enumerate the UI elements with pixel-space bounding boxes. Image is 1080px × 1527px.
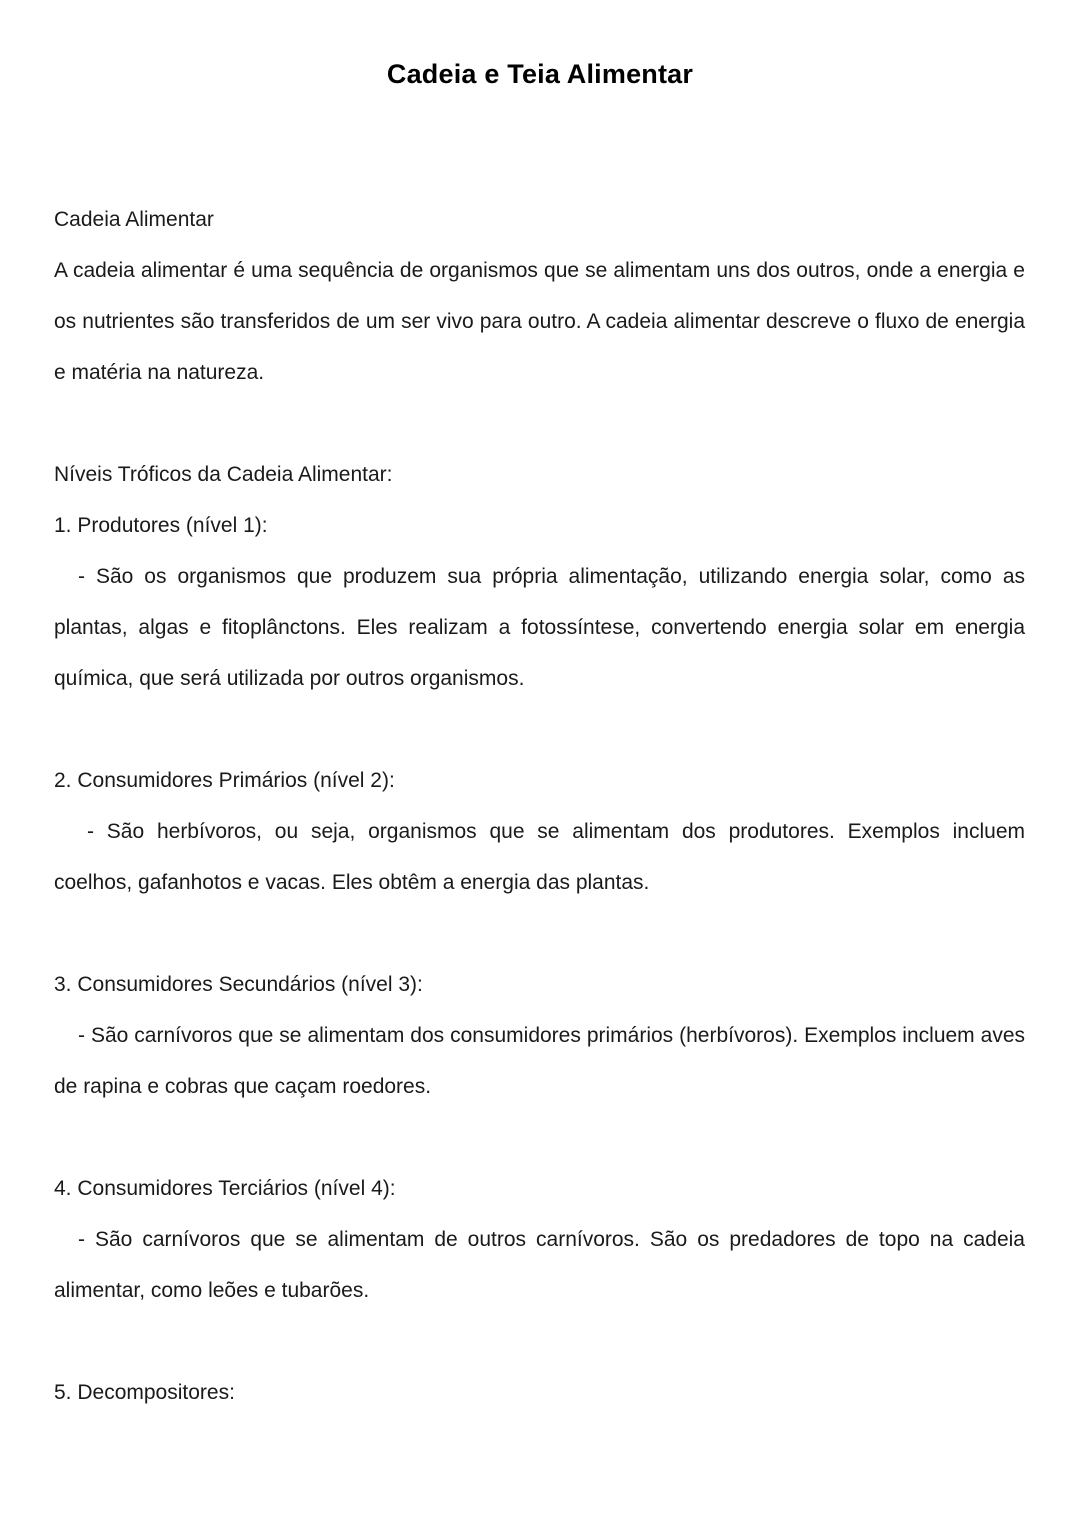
level-2-heading: 2. Consumidores Primários (nível 2): — [54, 769, 395, 792]
paragraph-intro: A cadeia alimentar é uma sequência de organismos que se alimentam uns dos outros, onde a energia e os nutrientes são transferidos de um ser vivo para outro. A cadeia alimentar descreve o fluxo de energia e matéria na natureza. — [54, 259, 1025, 384]
section-heading-niveis-troficos: Níveis Tróficos da Cadeia Alimentar: — [54, 463, 393, 486]
level-3-body: - São carnívoros que se alimentam dos consumidores primários (herbívoros). Exemplos incluem aves de rapina e cobras que caçam roedores. — [54, 1024, 1025, 1098]
paragraph-gap — [54, 908, 1025, 959]
document-body — [54, 194, 1025, 1418]
paragraph-gap — [54, 1316, 1025, 1367]
section-heading-cadeia-alimentar: Cadeia Alimentar — [54, 208, 214, 231]
level-3-heading: 3. Consumidores Secundários (nível 3): — [54, 973, 423, 996]
level-2-body: - São herbívoros, ou seja, organismos que se alimentam dos produtores. Exemplos incluem coelhos, gafanhotos e vacas. Eles obtêm a energia das plantas. — [54, 820, 1025, 894]
level-1-heading: 1. Produtores (nível 1): — [54, 514, 268, 537]
paragraph-gap — [54, 398, 1025, 449]
page-title: Cadeia e Teia Alimentar — [386, 59, 694, 89]
title-body-spacer — [0, 91, 1080, 194]
paragraph-gap — [54, 1112, 1025, 1163]
level-1-body: - São os organismos que produzem sua própria alimentação, utilizando energia solar, como as plantas, algas e fitoplânctons. Eles realizam a fotossíntese, convertendo energia solar em energia química, que será utilizada por outros organismos. — [54, 565, 1025, 690]
level-4-body: - São carnívoros que se alimentam de outros carnívoros. São os predadores de topo na cadeia alimentar, como leões e tubarões. — [54, 1228, 1025, 1302]
level-5-heading: 5. Decompositores: — [54, 1381, 235, 1404]
paragraph-gap — [54, 704, 1025, 755]
level-4-heading: 4. Consumidores Terciários (nível 4): — [54, 1177, 396, 1200]
